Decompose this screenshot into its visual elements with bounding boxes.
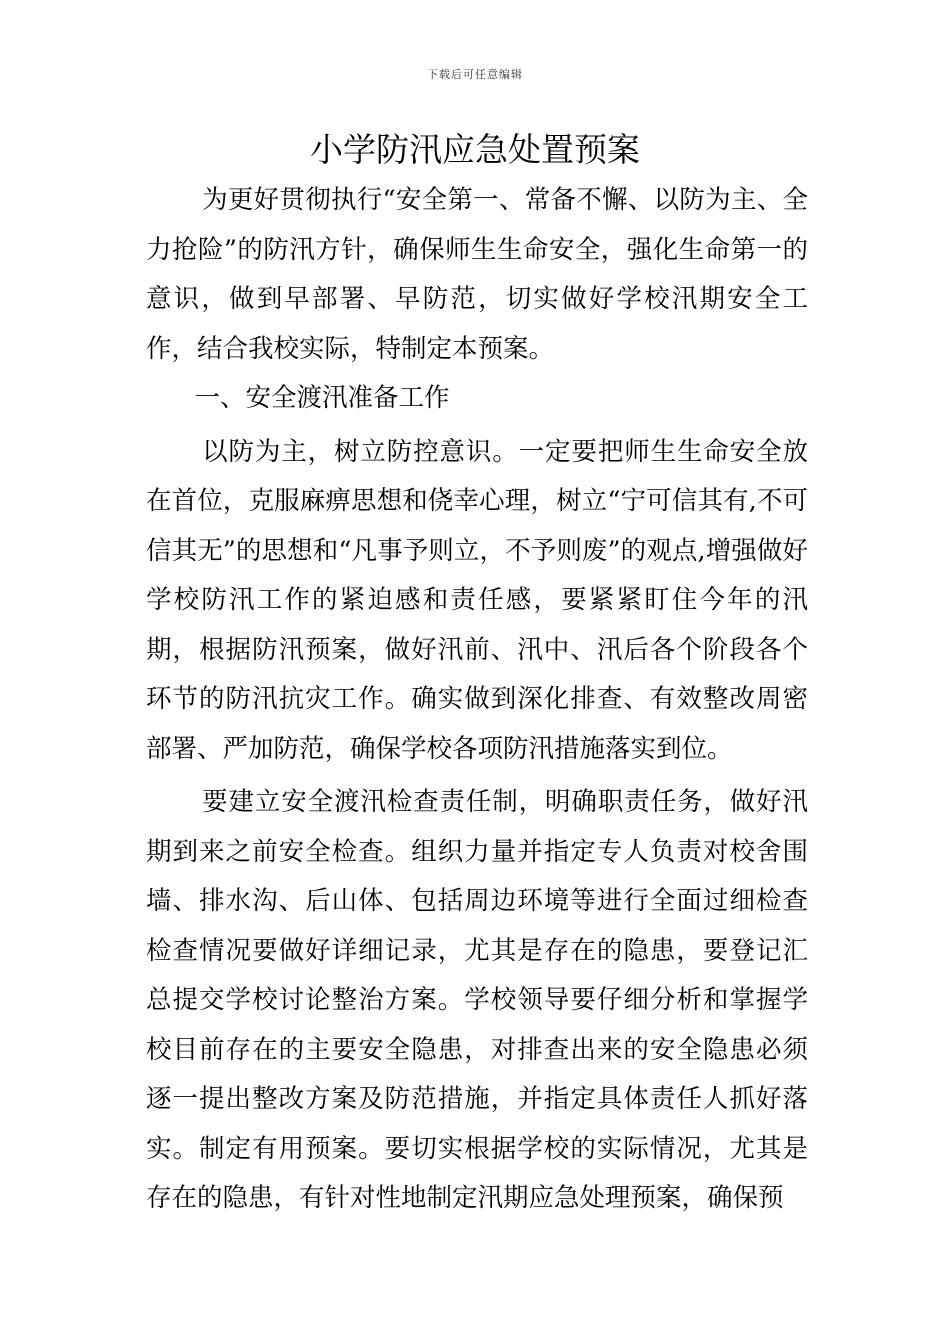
paragraph-inspection: 要建立安全渡汛检查责任制，明确职责任务，做好汛期到来之前安全检查。组织力量并指定专人负责对校舍围墙、排水沟、后山体、包括周边环境等进行全面过细检查检查情况要做好详细记录，尤其是存在的隐患，要登记汇总提交学校讨论整治方案。学校领导要仔细分析和掌握学校目前存在的主要安全隐患，对排查出来的安全隐患必须逐一提出整改方案及防范措施，并指定具体责任人抓好落实。制定有用预案。要切实根据学校的实际情况，尤其是存在的隐患，有针对性地制定汛期应急处理预案，确保预 bbox=[146, 787, 808, 1213]
document-title: 小学防汛应急处置预案 bbox=[310, 130, 640, 169]
paragraph-intro: 为更好贯彻执行“安全第一、常备不懈、以防为主、全力抢险”的防汛方针，确保师生生命安全，强化生命第一的意识，做到早部署、早防范，切实做好学校汛期安全工作，结合我校实际，特制定本预案。 bbox=[146, 185, 808, 364]
section-heading: 一、安全渡汛准备工作 bbox=[194, 383, 450, 413]
header-note: 下载后可任意编辑 bbox=[427, 68, 523, 81]
paragraph-prevention: 以防为主，树立防控意识。一定要把师生生命安全放在首位，克服麻痹思想和侥幸心理，树立“宁可信其有,不可信其无”的思想和“凡事予则立，不予则废”的观点,增强做好学校防汛工作的紧迫感和责任感，要紧紧盯住今年的汛期，根据防汛预案，做好汛前、汛中、汛后各个阶段各个环节的防汛抗灾工作。确实做到深化排查、有效整改周密部署、严加防范，确保学校各项防汛措施落实到位。 bbox=[146, 436, 808, 764]
document-body bbox=[146, 176, 808, 1224]
